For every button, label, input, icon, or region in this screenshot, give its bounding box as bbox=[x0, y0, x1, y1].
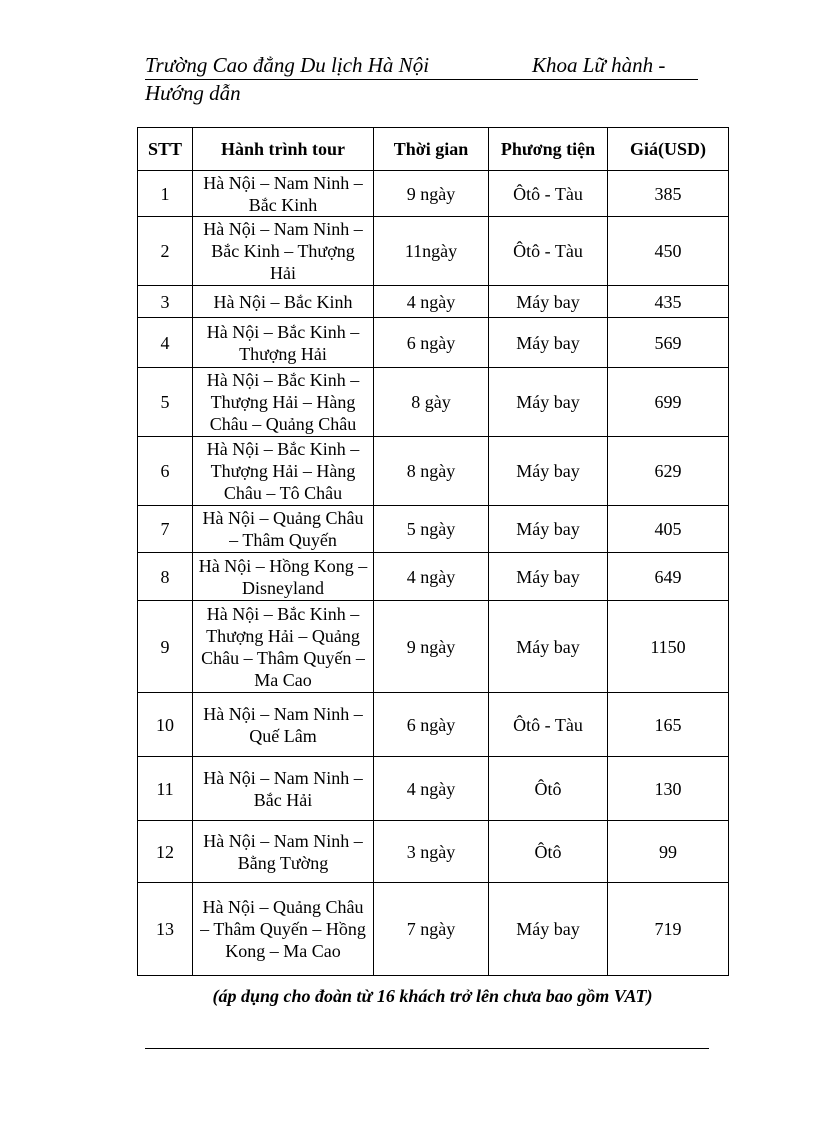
cell-route: Hà Nội – Nam Ninh – Quế Lâm bbox=[193, 693, 374, 757]
column-header-route: Hành trình tour bbox=[193, 128, 374, 171]
table-row bbox=[138, 506, 729, 553]
cell-route: Hà Nội – Nam Ninh – Bắc Hải bbox=[193, 757, 374, 821]
cell-route: Hà Nội – Nam Ninh – Bằng Tường bbox=[193, 821, 374, 883]
cell-stt: 8 bbox=[138, 553, 193, 601]
cell-route: Hà Nội – Nam Ninh – Bắc Kinh bbox=[193, 171, 374, 217]
cell-transport: Ôtô bbox=[489, 757, 608, 821]
cell-price: 99 bbox=[608, 821, 729, 883]
cell-transport: Máy bay bbox=[489, 601, 608, 693]
cell-stt: 4 bbox=[138, 318, 193, 368]
cell-route: Hà Nội – Bắc Kinh – Thượng Hải – Hàng Châu – Quảng Châu bbox=[193, 368, 374, 437]
table-row bbox=[138, 368, 729, 437]
cell-price: 450 bbox=[608, 217, 729, 286]
table-row bbox=[138, 601, 729, 693]
cell-price: 569 bbox=[608, 318, 729, 368]
table-row bbox=[138, 171, 729, 217]
cell-stt: 9 bbox=[138, 601, 193, 693]
cell-stt: 10 bbox=[138, 693, 193, 757]
column-header-stt: STT bbox=[138, 128, 193, 171]
cell-time: 6 ngày bbox=[374, 693, 489, 757]
cell-transport: Máy bay bbox=[489, 553, 608, 601]
cell-route: Hà Nội – Bắc Kinh – Thượng Hải – Hàng Châu – Tô Châu bbox=[193, 437, 374, 506]
page-header bbox=[145, 52, 698, 107]
table-header-row bbox=[138, 128, 729, 171]
cell-price: 1150 bbox=[608, 601, 729, 693]
cell-time: 6 ngày bbox=[374, 318, 489, 368]
table-row bbox=[138, 757, 729, 821]
cell-transport: Máy bay bbox=[489, 506, 608, 553]
cell-stt: 7 bbox=[138, 506, 193, 553]
table-row bbox=[138, 883, 729, 976]
cell-price: 649 bbox=[608, 553, 729, 601]
cell-stt: 13 bbox=[138, 883, 193, 976]
faculty-name: Khoa Lữ hành - bbox=[532, 53, 666, 77]
cell-transport: Ôtô - Tàu bbox=[489, 217, 608, 286]
cell-route: Hà Nội – Bắc Kinh bbox=[193, 286, 374, 318]
cell-time: 8 gày bbox=[374, 368, 489, 437]
cell-transport: Ôtô bbox=[489, 821, 608, 883]
cell-stt: 11 bbox=[138, 757, 193, 821]
cell-transport: Máy bay bbox=[489, 318, 608, 368]
cell-price: 130 bbox=[608, 757, 729, 821]
column-header-transport: Phương tiện bbox=[489, 128, 608, 171]
cell-transport: Máy bay bbox=[489, 883, 608, 976]
cell-time: 9 ngày bbox=[374, 601, 489, 693]
header-line bbox=[145, 52, 698, 80]
cell-time: 4 ngày bbox=[374, 286, 489, 318]
cell-transport: Ôtô - Tàu bbox=[489, 171, 608, 217]
table-row bbox=[138, 286, 729, 318]
cell-stt: 5 bbox=[138, 368, 193, 437]
table-row bbox=[138, 693, 729, 757]
cell-stt: 3 bbox=[138, 286, 193, 318]
table-row bbox=[138, 318, 729, 368]
cell-route: Hà Nội – Bắc Kinh – Thượng Hải – Quảng Châu – Thâm Quyến – Ma Cao bbox=[193, 601, 374, 693]
cell-price: 719 bbox=[608, 883, 729, 976]
column-header-time: Thời gian bbox=[374, 128, 489, 171]
footer-divider bbox=[145, 1048, 709, 1049]
cell-transport: Ôtô - Tàu bbox=[489, 693, 608, 757]
cell-route: Hà Nội – Hồng Kong – Disneyland bbox=[193, 553, 374, 601]
cell-time: 5 ngày bbox=[374, 506, 489, 553]
faculty-name-continued: Hướng dẫn bbox=[145, 81, 241, 105]
cell-time: 8 ngày bbox=[374, 437, 489, 506]
cell-route: Hà Nội – Nam Ninh – Bắc Kinh – Thượng Hải bbox=[193, 217, 374, 286]
cell-stt: 1 bbox=[138, 171, 193, 217]
school-name: Trường Cao đẳng Du lịch Hà Nội bbox=[145, 53, 430, 77]
cell-time: 4 ngày bbox=[374, 553, 489, 601]
column-header-price: Giá(USD) bbox=[608, 128, 729, 171]
cell-time: 3 ngày bbox=[374, 821, 489, 883]
cell-route: Hà Nội – Bắc Kinh – Thượng Hải bbox=[193, 318, 374, 368]
cell-transport: Máy bay bbox=[489, 286, 608, 318]
cell-price: 385 bbox=[608, 171, 729, 217]
table-row bbox=[138, 553, 729, 601]
cell-stt: 2 bbox=[138, 217, 193, 286]
cell-transport: Máy bay bbox=[489, 437, 608, 506]
cell-stt: 12 bbox=[138, 821, 193, 883]
cell-route: Hà Nội – Quảng Châu – Thâm Quyến – Hồng Kong – Ma Cao bbox=[193, 883, 374, 976]
cell-transport: Máy bay bbox=[489, 368, 608, 437]
cell-price: 699 bbox=[608, 368, 729, 437]
cell-price: 629 bbox=[608, 437, 729, 506]
cell-stt: 6 bbox=[138, 437, 193, 506]
cell-time: 7 ngày bbox=[374, 883, 489, 976]
tour-price-table bbox=[137, 127, 729, 976]
table-footnote: (áp dụng cho đoàn từ 16 khách trở lên chưa bao gồm VAT) bbox=[212, 986, 653, 1006]
cell-price: 405 bbox=[608, 506, 729, 553]
cell-time: 9 ngày bbox=[374, 171, 489, 217]
table-row bbox=[138, 821, 729, 883]
cell-price: 165 bbox=[608, 693, 729, 757]
cell-route: Hà Nội – Quảng Châu – Thâm Quyến bbox=[193, 506, 374, 553]
cell-time: 4 ngày bbox=[374, 757, 489, 821]
table-row bbox=[138, 437, 729, 506]
cell-time: 11ngày bbox=[374, 217, 489, 286]
cell-price: 435 bbox=[608, 286, 729, 318]
table-row bbox=[138, 217, 729, 286]
